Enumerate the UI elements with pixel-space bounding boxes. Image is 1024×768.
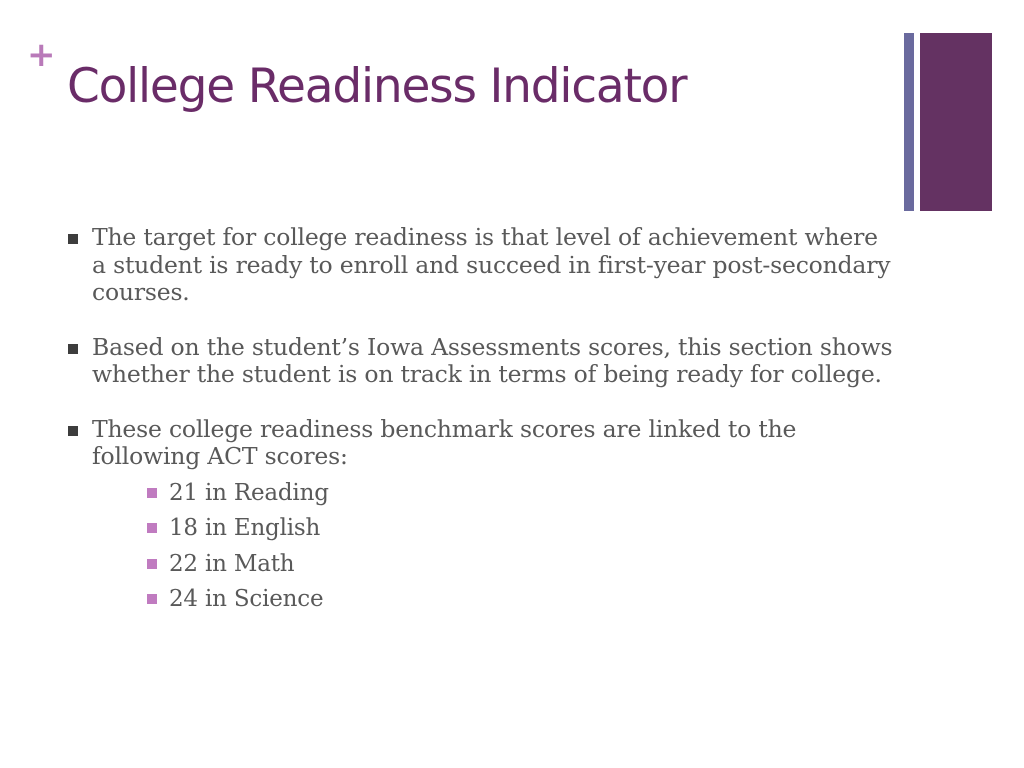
bullet-text: Based on the student’s Iowa Assessments scores, this section shows whether the student is on track in terms of being ready for college.: [92, 332, 893, 388]
square-sub-bullet-icon: [147, 594, 157, 604]
accent-bar-thick: [920, 33, 992, 211]
slide-title: College Readiness Indicator: [67, 59, 687, 114]
square-bullet-icon: [68, 426, 78, 436]
sub-bullet-item: [147, 585, 898, 613]
square-bullet-icon: [68, 344, 78, 354]
sub-bullet-item: [147, 514, 898, 542]
bullet-list: [68, 224, 898, 613]
sub-bullet-item: [147, 550, 898, 578]
bullet-text: The target for college readiness is that level of achievement where a student is ready to enroll and succeed in first-year post-secondary courses.: [92, 223, 891, 306]
square-sub-bullet-icon: [147, 559, 157, 569]
sub-bullet-text: 21 in Reading: [169, 479, 329, 506]
bullet-text: These college readiness benchmark scores are linked to the following ACT scores:: [92, 414, 797, 470]
sub-bullet-text: 24 in Science: [169, 586, 324, 612]
square-sub-bullet-icon: [147, 488, 157, 498]
bullet-item: [68, 416, 898, 614]
bullet-item: [68, 224, 898, 307]
accent-bar-thin: [904, 33, 914, 211]
sub-bullet-item: [147, 479, 898, 507]
sub-bullet-text: 22 in Math: [169, 550, 295, 577]
bullet-item: [68, 334, 898, 389]
sub-bullet-list: [147, 479, 898, 614]
slide-body: [68, 224, 898, 640]
square-sub-bullet-icon: [147, 523, 157, 533]
sub-bullet-text: 18 in English: [169, 515, 321, 541]
square-bullet-icon: [68, 234, 78, 244]
plus-icon: +: [27, 35, 56, 75]
